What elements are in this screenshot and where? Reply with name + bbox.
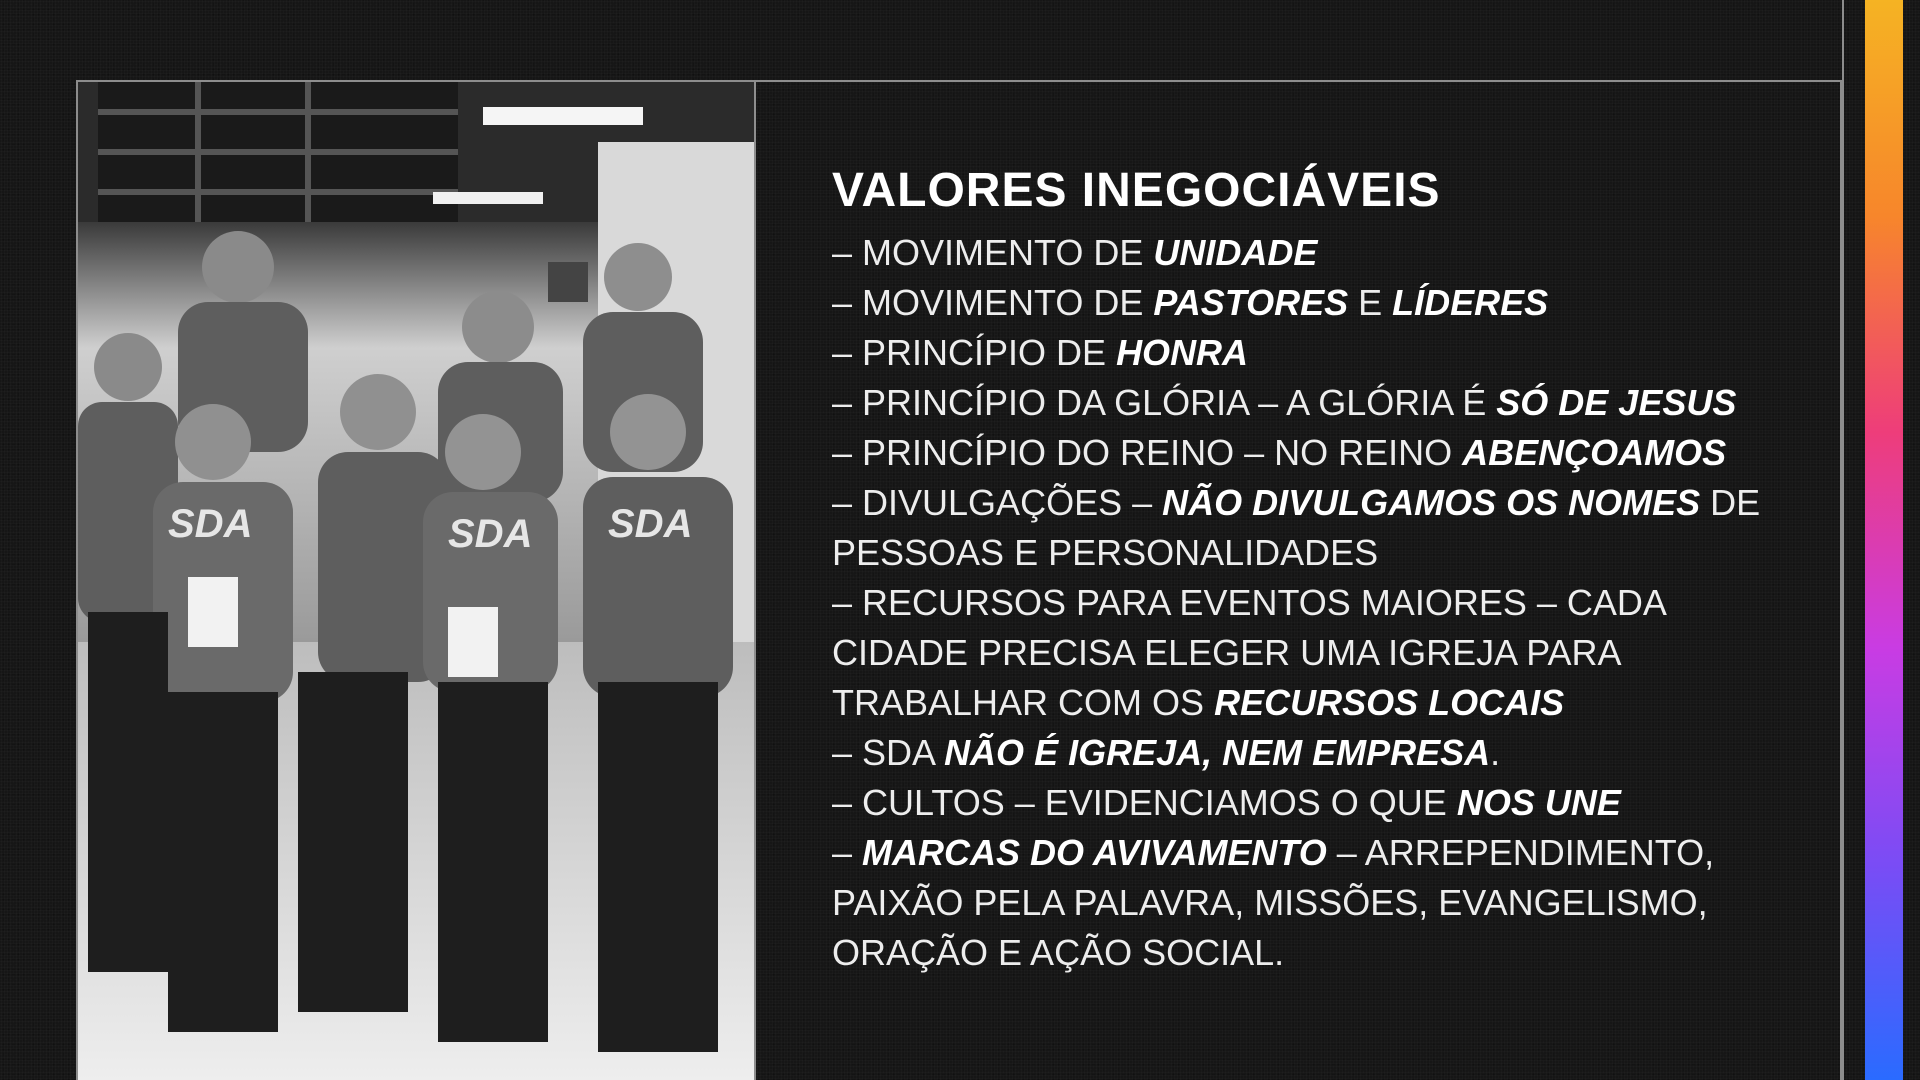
value-text: – PRINCÍPIO DO REINO – NO REINO [832, 432, 1463, 473]
value-line [832, 528, 1772, 578]
value-emphasis: NÃO É IGREJA, NEM EMPRESA [944, 732, 1491, 773]
value-emphasis: UNIDADE [1153, 232, 1318, 273]
shirt-logo: SDA [168, 502, 253, 546]
value-emphasis: NÃO DIVULGAMOS OS NOMES [1162, 482, 1701, 523]
value-emphasis: ABENÇOAMOS [1462, 432, 1727, 473]
value-line [832, 428, 1772, 478]
value-line [832, 228, 1772, 278]
accent-gradient-bar [1865, 0, 1903, 1080]
value-text: – CULTOS – EVIDENCIAMOS O QUE [832, 782, 1457, 823]
value-text: – [832, 832, 863, 873]
value-text: PESSOAS E PERSONALIDADES [832, 532, 1379, 573]
group-photo [78, 82, 754, 1080]
value-text: – PRINCÍPIO DE [832, 332, 1117, 373]
group-photo-icon [78, 82, 754, 1080]
value-emphasis: HONRA [1116, 332, 1249, 373]
frame-right-rule [1842, 0, 1844, 1080]
value-emphasis: RECURSOS LOCAIS [1214, 682, 1565, 723]
shirt-logo: SDA [608, 502, 693, 546]
value-emphasis: NOS UNE [1456, 782, 1621, 823]
value-text: CIDADE PRECISA ELEGER UMA IGREJA PARA [832, 632, 1622, 673]
value-line [832, 628, 1772, 678]
photo-divider [754, 82, 756, 1080]
values-list [832, 228, 1772, 978]
value-line [832, 378, 1772, 428]
value-text: DE [1700, 482, 1761, 523]
value-line [832, 778, 1772, 828]
shirt-logo: SDA [448, 512, 533, 556]
value-text: – RECURSOS PARA EVENTOS MAIORES – CADA [832, 582, 1667, 623]
value-text: E [1348, 282, 1393, 323]
values-panel [832, 162, 1772, 978]
value-text: – DIVULGAÇÕES – [832, 482, 1163, 523]
value-text: – MOVIMENTO DE [832, 232, 1154, 273]
value-text: . [1490, 732, 1501, 773]
value-emphasis: LÍDERES [1392, 282, 1549, 323]
value-line [832, 728, 1772, 778]
value-emphasis: SÓ DE JESUS [1496, 382, 1737, 423]
value-line [832, 878, 1772, 928]
value-text: PAIXÃO PELA PALAVRA, MISSÕES, EVANGELISMO, [832, 882, 1708, 923]
value-line [832, 578, 1772, 628]
value-line [832, 928, 1772, 978]
value-text: – SDA [832, 732, 945, 773]
value-text: – MOVIMENTO DE [832, 282, 1154, 323]
value-line [832, 828, 1772, 878]
value-text: – PRINCÍPIO DA GLÓRIA – A GLÓRIA É [832, 382, 1497, 423]
value-text: ORAÇÃO E AÇÃO SOCIAL. [832, 932, 1285, 973]
value-text: TRABALHAR COM OS [832, 682, 1215, 723]
value-line [832, 478, 1772, 528]
page-title: VALORES INEGOCIÁVEIS [832, 164, 1441, 217]
value-text: – ARREPENDIMENTO, [1326, 832, 1715, 873]
value-emphasis: PASTORES [1153, 282, 1349, 323]
value-line [832, 328, 1772, 378]
value-emphasis: MARCAS DO AVIVAMENTO [862, 832, 1327, 873]
value-line [832, 678, 1772, 728]
value-line [832, 278, 1772, 328]
